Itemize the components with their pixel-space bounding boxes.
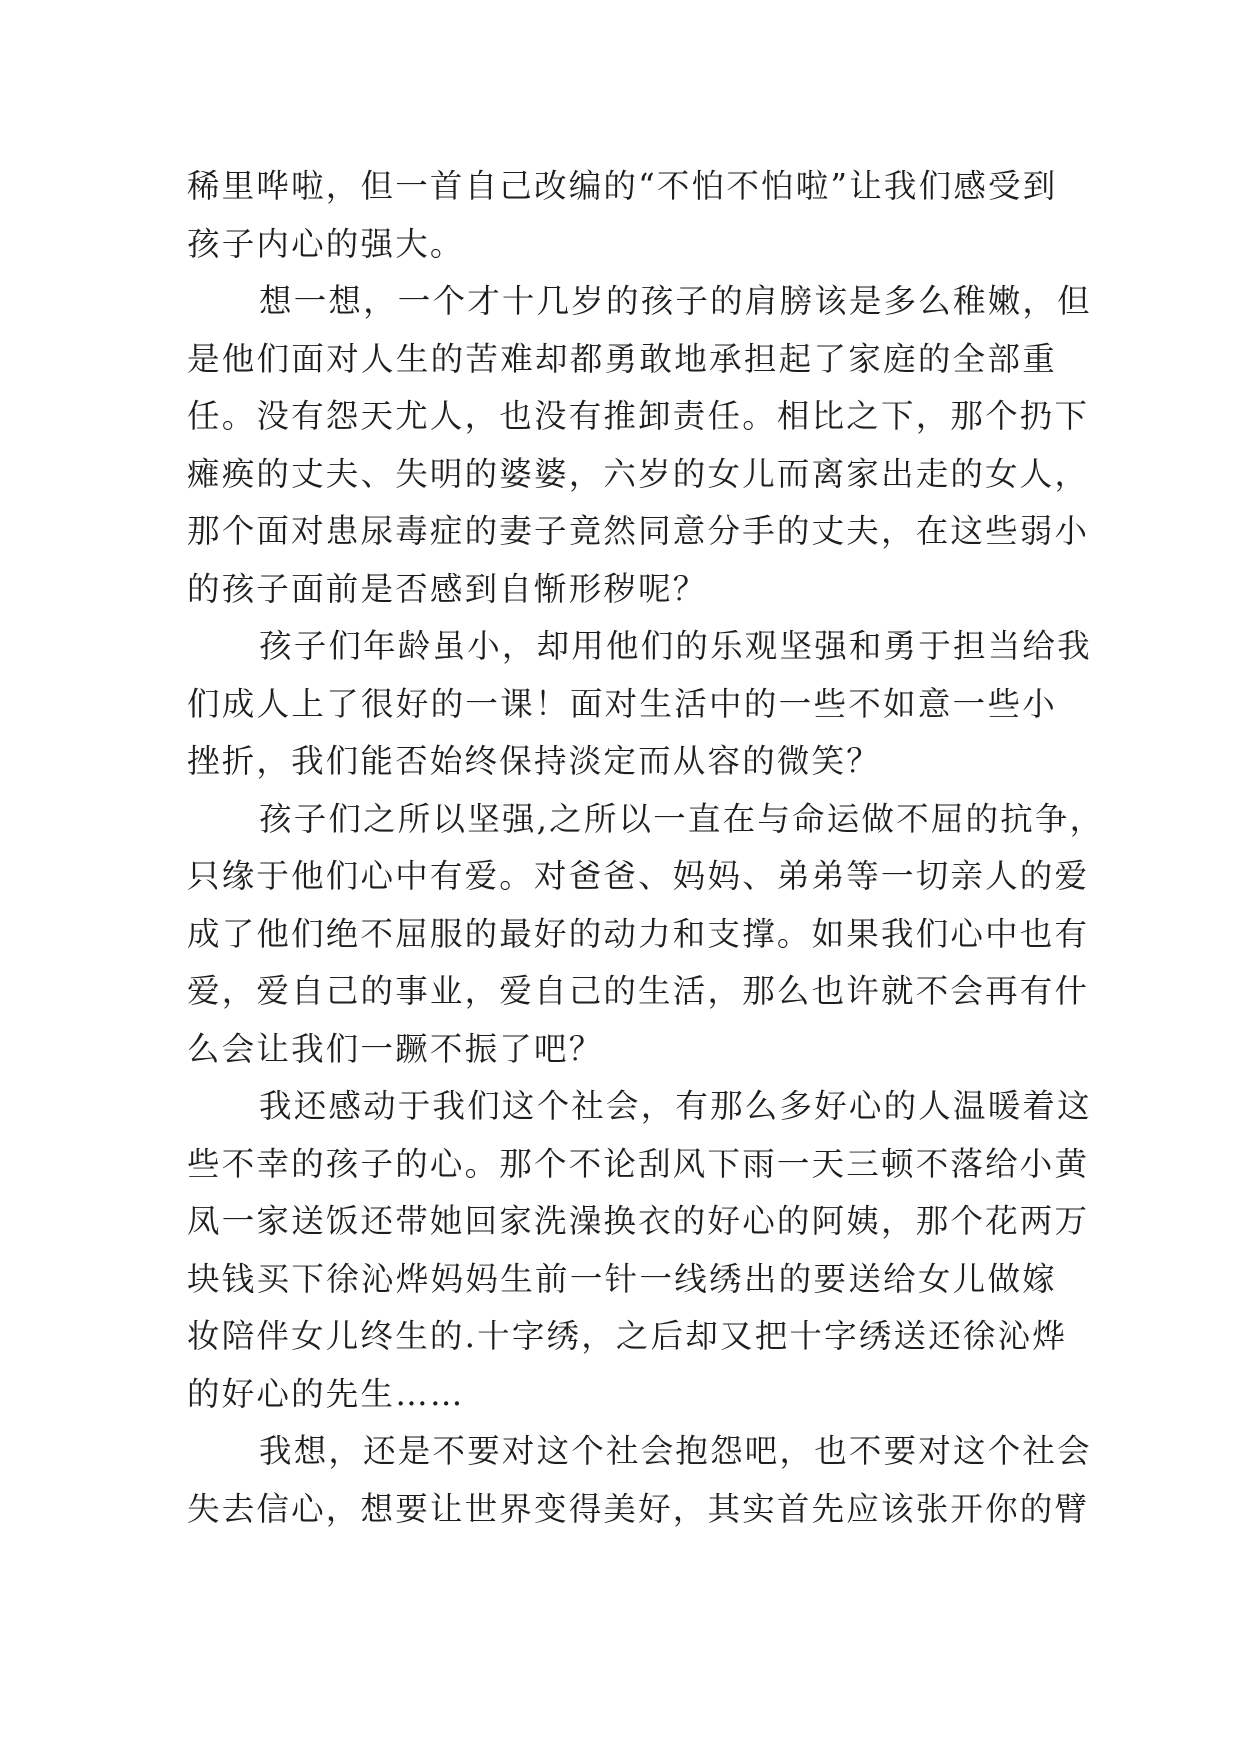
paragraph-start-line: 孩子们之所以坚强,之所以一直在与命运做不屈的抗争， [259,799,1105,838]
text-line: 们成人上了很好的一课！面对生活中的一些不如意一些小 [187,684,1057,723]
text-line: 妆陪伴女儿终生的.十字绣，之后却又把十字绣送还徐沁烨 [187,1317,1068,1355]
text-line: 是他们面对人生的苦难却都勇敢地承担起了家庭的全部重 [187,339,1057,378]
paragraph-start-line: 我想，还是不要对这个社会抱怨吧，也不要对这个社会 [259,1432,1092,1470]
text-line: 的好心的先生…… [187,1374,465,1413]
text-line: 稀里哗啦，但一首自己改编的“不怕不怕啦”让我们感受到 [187,167,1058,205]
text-line: 块钱买下徐沁烨妈妈生前一针一线绣出的要送给女儿做嫁 [187,1259,1057,1298]
text-line: 挫折，我们能否始终保持淡定而从容的微笑？ [187,742,882,780]
text-line: 些不幸的孩子的心。那个不论刮风下雨一天三顿不落给小黄 [187,1144,1090,1183]
text-line: 孩子内心的强大。 [187,224,465,263]
text-line: 的孩子面前是否感到自惭形秽呢？ [187,569,708,608]
text-line: 瘫痪的丈夫、失明的婆婆，六岁的女儿而离家出走的女人， [187,454,1090,493]
text-line: 凤一家送饭还带她回家洗澡换衣的好心的阿姨，那个花两万 [187,1202,1090,1240]
paragraph-start-line: 孩子们年龄虽小，却用他们的乐观坚强和勇于担当给我 [259,627,1092,665]
text-line: 任。没有怨天尤人，也没有推卸责任。相比之下，那个扔下 [187,397,1090,435]
text-line: 成了他们绝不屈服的最好的动力和支撑。如果我们心中也有 [187,914,1090,953]
text-line: 只缘于他们心中有爱。对爸爸、妈妈、弟弟等一切亲人的爱 [187,857,1090,895]
text-line: 爱，爱自己的事业，爱自己的生活，那么也许就不会再有什 [187,972,1090,1010]
body-text [187,158,1105,1538]
paragraph-start-line: 想一想，一个才十几岁的孩子的肩膀该是多么稚嫩，但 [259,282,1092,320]
text-line: 么会让我们一蹶不振了吧？ [187,1029,604,1068]
paragraph-start-line: 我还感动于我们这个社会，有那么多好心的人温暖着这 [259,1087,1092,1125]
text-line: 那个面对患尿毒症的妻子竟然同意分手的丈夫，在这些弱小 [187,512,1090,550]
text-line: 失去信心，想要让世界变得美好，其实首先应该张开你的臂 [187,1489,1090,1528]
